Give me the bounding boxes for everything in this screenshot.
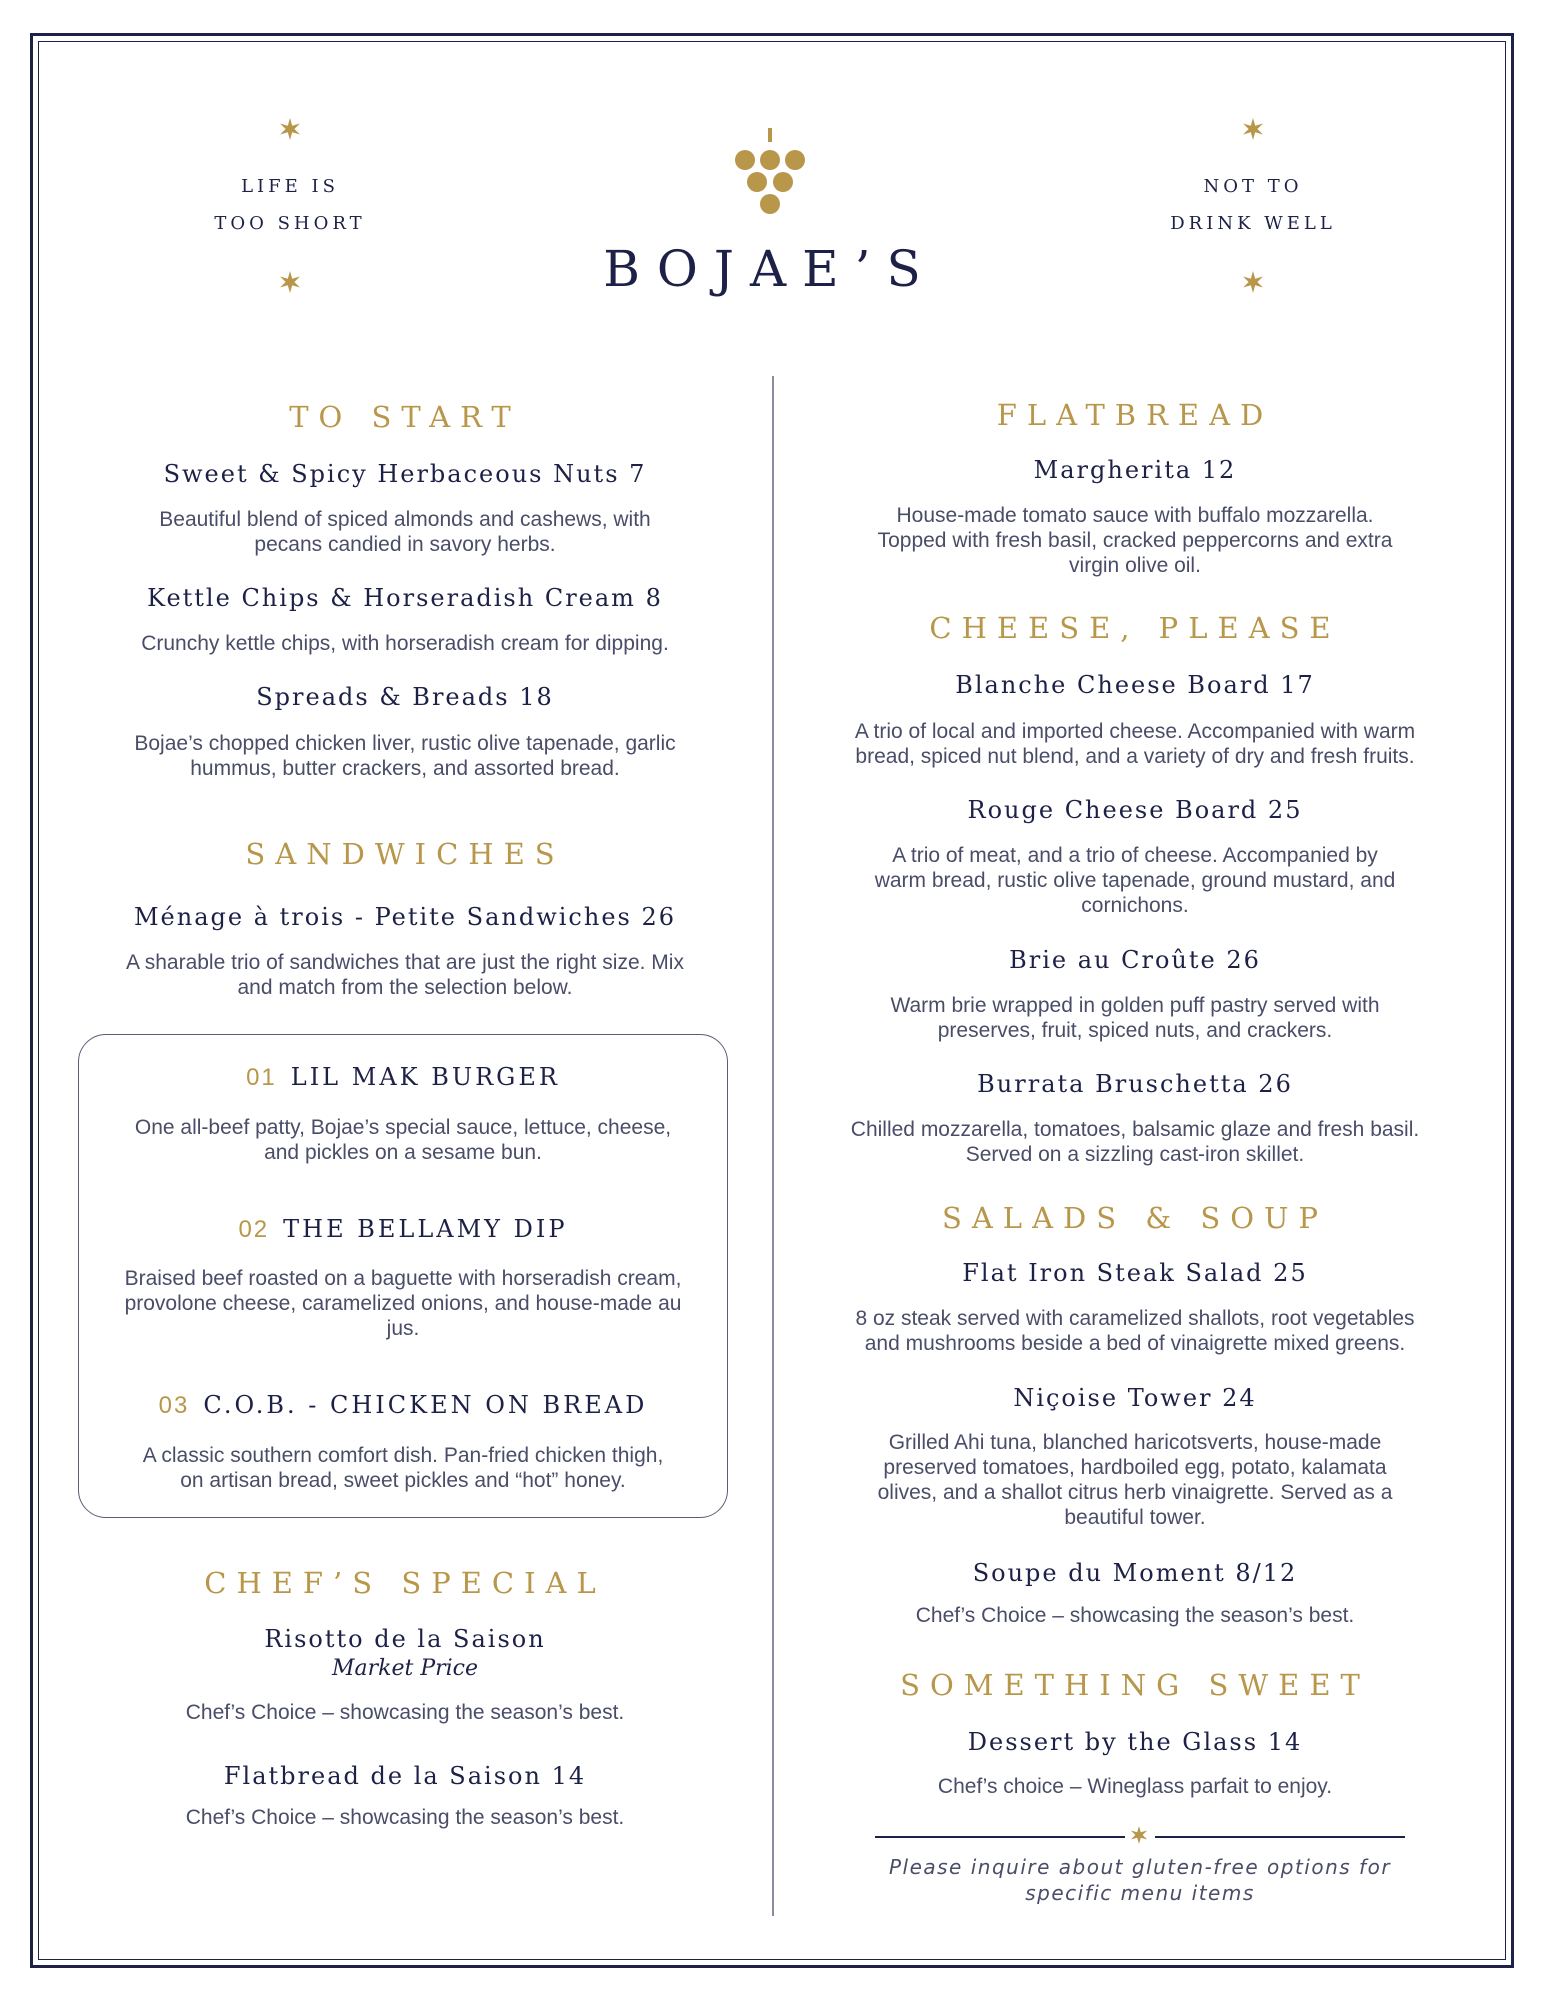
menu-item-name: Spreads & Breads 18 (256, 683, 554, 711)
menu-item-name: Flatbread de la Saison 14 (223, 1762, 587, 1790)
grape-cluster-icon (725, 122, 815, 222)
menu-item-name: Margherita 12 (1033, 456, 1237, 484)
menu-item-name: Rouge Cheese Board 25 (967, 796, 1303, 824)
menu-item-description: 8 oz steak served with caramelized shallots, root vegetables and mushrooms beside a bed of vinaigrette mixed greens. (855, 1307, 1415, 1355)
tagline-right-line1: NOT TO (1203, 176, 1303, 197)
footer-rule-left (875, 1836, 1125, 1838)
option-description: Braised beef roasted on a baguette with horseradish cream, provolone cheese, caramelized onions, and house-made au jus. (124, 1267, 682, 1340)
section-title-sweet: SOMETHING SWEET (900, 1668, 1370, 1702)
section-title-to-start: TO START (289, 400, 521, 434)
section-title-cheese: CHEESE, PLEASE (929, 611, 1341, 645)
menu-item-description: Chef’s Choice – showcasing the season’s best. (185, 1701, 625, 1724)
option-number: 02 (238, 1216, 270, 1243)
tagline-left-line2: TOO SHORT (214, 213, 366, 234)
brand-name: BOJAE’S (603, 240, 937, 298)
menu-item-name: Sweet & Spicy Herbaceous Nuts 7 (163, 460, 647, 488)
option-number: 01 (246, 1064, 277, 1091)
menu-item-name: Burrata Bruschetta 26 (977, 1070, 1293, 1098)
menu-item-name: Ménage à trois - Petite Sandwiches 26 (133, 903, 677, 931)
section-title-flatbread: FLATBREAD (996, 398, 1274, 432)
menu-item-description: Bojae’s chopped chicken liver, rustic olive tapenade, garlic hummus, butter crackers, and assorted bread. (134, 732, 676, 780)
menu-item-description: A trio of meat, and a trio of cheese. Accompanied by warm bread, rustic olive tapenade, ground mustard, and cornichons. (874, 844, 1396, 917)
menu-item-description: Chilled mozzarella, tomatoes, balsamic glaze and fresh basil. Served on a sizzling cast-iron skillet. (850, 1118, 1420, 1166)
option-description: One all-beef patty, Bojae’s special sauce, lettuce, cheese, and pickles on a sesame bun. (134, 1116, 672, 1164)
menu-item-description: Chef’s Choice – showcasing the season’s best. (915, 1604, 1355, 1627)
menu-item-description: Grilled Ahi tuna, blanched haricotsverts, house-made preserved tomatoes, hardboiled egg, potato, kalamata olives, and a shallot citrus herb vinaigrette. Served as a beautiful tower. (877, 1431, 1393, 1529)
menu-item-description: A trio of local and imported cheese. Accompanied with warm bread, spiced nut blend, and a variety of dry and fresh fruits. (854, 720, 1416, 768)
right-column (810, 0, 1460, 2000)
menu-item-name: Kettle Chips & Horseradish Cream 8 (147, 584, 663, 612)
menu-item-name: Risotto de la Saison (264, 1625, 546, 1653)
price-note: Market Price (331, 1656, 479, 1681)
section-title-chefs-special: CHEF’S SPECIAL (204, 1566, 606, 1600)
menu-item-description: A sharable trio of sandwiches that are just the right size. Mix and match from the selection below. (126, 951, 684, 999)
footer-rule-right (1155, 1836, 1405, 1838)
tagline-left-line1: LIFE IS (241, 176, 339, 197)
section-title-salads: SALADS & SOUP (942, 1201, 1328, 1235)
menu-item-description: House-made tomato sauce with buffalo mozzarella. Topped with fresh basil, cracked peppercorns and extra virgin olive oil. (877, 504, 1393, 577)
column-divider (772, 376, 774, 1916)
star-icon (1130, 1826, 1148, 1844)
menu-item-description: Beautiful blend of spiced almonds and cashews, with pecans candied in savory herbs. (159, 508, 651, 556)
section-title-sandwiches: SANDWICHES (245, 837, 565, 871)
tagline-right-line2: DRINK WELL (1170, 213, 1336, 234)
menu-item-name: Blanche Cheese Board 17 (955, 671, 1315, 699)
option-name: C.O.B. - CHICKEN ON BREAD (203, 1391, 648, 1419)
menu-item-description: Crunchy kettle chips, with horseradish cream for dipping. (141, 632, 669, 655)
left-column-lower (80, 0, 730, 2000)
menu-item-name: Brie au Croûte 26 (1009, 946, 1261, 974)
menu-item-description: Chef’s Choice – showcasing the season’s best. (185, 1806, 625, 1829)
menu-item-name: Dessert by the Glass 14 (967, 1728, 1303, 1756)
menu-item-name: Soupe du Moment 8/12 (972, 1559, 1298, 1587)
gluten-free-note: Please inquire about gluten-free options for specific menu items (888, 1855, 1392, 1905)
menu-item-description: Chef’s choice – Wineglass parfait to enjoy. (937, 1775, 1333, 1798)
option-name: THE BELLAMY DIP (283, 1215, 568, 1243)
option-description: A classic southern comfort dish. Pan-fried chicken thigh, on artisan bread, sweet pickles and “hot” honey. (142, 1444, 664, 1492)
menu-item-name: Flat Iron Steak Salad 25 (962, 1259, 1308, 1287)
option-number: 03 (158, 1392, 190, 1419)
menu-item-name: Niçoise Tower 24 (1013, 1384, 1257, 1412)
option-name: LIL MAK BURGER (290, 1063, 560, 1091)
menu-item-description: Warm brie wrapped in golden puff pastry served with preserves, fruit, spiced nuts, and crackers. (890, 994, 1380, 1042)
